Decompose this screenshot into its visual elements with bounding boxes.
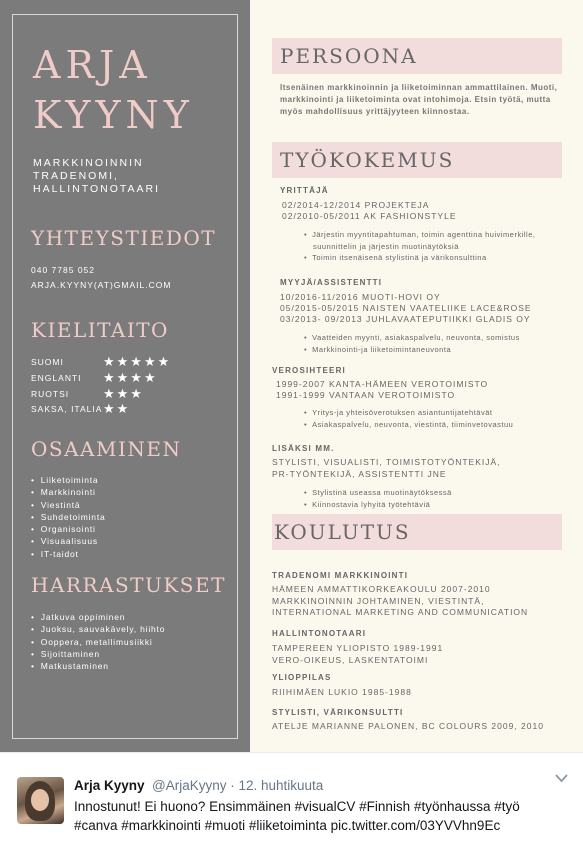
chevron-down-icon[interactable] — [555, 771, 568, 786]
job-line: 02/2010-05/2011 AK FASHIONSTYLE — [282, 211, 457, 221]
language-name: RUOTSI — [31, 389, 70, 399]
job-line: 03/2013- 09/2013 JUHLAVAATEPUTIIKKI GLADIS OY — [280, 314, 531, 324]
cv-name-last: KYYNY — [33, 93, 194, 137]
star-rating-icon: ★★★★★ — [103, 354, 172, 369]
job-line: PR-TYÖNTEKIJÄ, ASSISTENTTI JNE — [272, 468, 447, 479]
subtitle-line: MARKKINOINNIN — [33, 157, 144, 169]
job-lines — [276, 379, 488, 401]
star-rating-icon: ★★★★ — [103, 370, 158, 385]
list-item: • Juoksu, sauvakävely, hiihto — [31, 623, 231, 635]
list-item: • Matkustaminen — [31, 660, 231, 672]
languages-heading: KIELITAITO — [31, 318, 169, 342]
contact-email: ARJA.KYYNY(AT)GMAIL.COM — [31, 280, 172, 290]
education-line: VERO-OIKEUS, LASKENTATOIMI — [272, 654, 429, 665]
list-item: • Markkinointi — [31, 486, 231, 498]
tweet-text: Innostunut! Ei huono? Ensimmäinen #visualCV #Finnish #työnhaussa #työ #canva #markkinointi #muoti #liiketoiminta pic.twitter.com/03YVVhn9Ec — [74, 799, 520, 833]
education-title: STYLISTI, VÄRIKONSULTTI — [272, 708, 404, 717]
list-item: • Kiinnostavia lyhyitä työtehtäviä — [304, 499, 564, 511]
education-lines — [272, 687, 412, 699]
skills-list — [31, 474, 231, 560]
persoona-heading: PERSOONA — [280, 44, 418, 68]
job-line: 05/2015-05/2015 NAISTEN VAATELIIKE LACE&ROSE — [280, 303, 532, 313]
tweet-author-name[interactable]: Arja Kyyny — [74, 778, 145, 793]
education-title: YLIOPPILAS — [272, 673, 332, 682]
education-lines — [272, 721, 544, 733]
education-line: HÄMEEN AMMATTIKORKEAKOULU 2007-2010 — [272, 584, 491, 594]
education-heading: KOULUTUS — [274, 520, 411, 544]
education-line: ATELJE MARIANNE PALONEN, BC COLOURS 2009, 2010 — [272, 721, 544, 731]
subtitle-line: HALLINTONOTAARI — [33, 183, 161, 195]
star-rating-icon: ★★ — [103, 401, 131, 416]
list-item: • IT-taidot — [31, 548, 231, 560]
job-lines — [280, 292, 532, 325]
list-item: • Viestintä — [31, 499, 231, 511]
language-name: SAKSA, ITALIA — [31, 404, 103, 414]
persoona-header — [272, 38, 562, 74]
cv-subtitle — [33, 157, 160, 196]
contact-heading: YHTEYSTIEDOT — [31, 226, 217, 250]
hobbies-list — [31, 611, 231, 672]
subtitle-line: TRADENOMI, — [33, 170, 119, 182]
job-title: MYYJÄ/ASSISTENTTI — [280, 278, 383, 287]
job-line: 1999-2007 KANTA-HÄMEEN VEROTOIMISTO — [276, 379, 489, 389]
list-item: • Liiketoiminta — [31, 474, 231, 486]
list-item: • Organisointi — [31, 523, 231, 535]
language-name: ENGLANTI — [31, 373, 82, 383]
list-item: • Ooppera, metallimusiikki — [31, 636, 231, 648]
job-lines — [272, 457, 501, 480]
job-line: STYLISTI, VISUALISTI, TOIMISTOTYÖNTEKIJÄ, — [272, 457, 501, 467]
tweet[interactable] — [0, 752, 583, 857]
cv-left-column — [0, 0, 250, 752]
hobbies-heading: HARRASTUKSET — [31, 573, 226, 597]
tweet-handle-date[interactable]: @ArjaKyyny · 12. huhtikuuta — [152, 778, 324, 793]
education-title: TRADENOMI MARKKINOINTI — [272, 571, 409, 580]
persoona-text: Itsenäinen markkinoinnin ja liiketoiminnan ammattilainen. Muoti, markkinointi ja liiketoiminta ovat intohimoja. Etsin työtä, mutta myös mahdollisuus yrittäjyyteen kiinnostaa. — [280, 83, 558, 116]
job-line: 02/2014-12/2014 PROJEKTEJA — [282, 200, 430, 210]
job-title: VEROSIHTEERI — [272, 366, 346, 375]
job-line: 10/2016-11/2016 MUOTI-HOVI OY — [280, 292, 441, 302]
job-title: LISÄKSI MM. — [272, 444, 335, 453]
education-header — [272, 514, 562, 550]
education-title: HALLINTONOTAARI — [272, 629, 367, 638]
list-item: • Järjestin myyntitapahtuman, toimin agenttina huivimerkille, suunnittelin ja järjestin muotinäytöksiä — [304, 229, 564, 252]
list-item: • Visuaalisuus — [31, 535, 231, 547]
cv-name-first: ARJA — [33, 43, 152, 87]
list-item: • Sijoittaminen — [31, 648, 231, 660]
education-lines — [272, 584, 528, 619]
list-item: • Stylistinä useassa muotinäytöksessä — [304, 487, 564, 499]
job-line: 1991-1999 VANTAAN VEROTOIMISTO — [276, 390, 456, 400]
list-item: • Toimin itsenäisenä stylistinä ja värikonsulttina — [304, 252, 564, 264]
list-item: • Jatkuva oppiminen — [31, 611, 231, 623]
experience-header — [272, 142, 562, 178]
skills-heading: OSAAMINEN — [31, 437, 182, 461]
education-line: TAMPEREEN YLIOPISTO 1989-1991 — [272, 643, 444, 653]
job-title: YRITTÄJÄ — [280, 186, 329, 195]
education-line: INTERNATIONAL MARKETING AND COMMUNICATION — [272, 607, 529, 617]
avatar[interactable] — [17, 777, 64, 824]
star-rating-icon: ★★★ — [103, 386, 144, 401]
education-lines — [272, 643, 443, 666]
avatar-face — [31, 789, 49, 811]
list-item: • Markkinointi-ja liiketoimintaneuvonta — [304, 344, 564, 356]
list-item: • Vaatteiden myynti, asiakaspalvelu, neuvonta, somistus — [304, 332, 564, 344]
list-item: • Yritys-ja yhteisöverotuksen asiantuntijatehtävät — [304, 407, 564, 419]
job-bullets — [304, 332, 564, 355]
education-line: MARKKINOINNIN JOHTAMINEN, VIESTINTÄ, — [272, 595, 485, 606]
experience-heading: TYÖKOKEMUS — [280, 148, 455, 172]
education-line: RIIHIMÄEN LUKIO 1985-1988 — [272, 687, 412, 697]
language-name: SUOMI — [31, 357, 64, 367]
job-bullets — [304, 407, 564, 430]
list-item: • Suhdetoiminta — [31, 511, 231, 523]
job-bullets — [304, 487, 564, 510]
job-bullets — [304, 229, 564, 264]
contact-phone: 040 7785 052 — [31, 265, 95, 275]
job-lines — [282, 200, 456, 222]
list-item: • Asiakaspalvelu, neuvonta, viestintä, tiiminvetovastuu — [304, 419, 564, 431]
